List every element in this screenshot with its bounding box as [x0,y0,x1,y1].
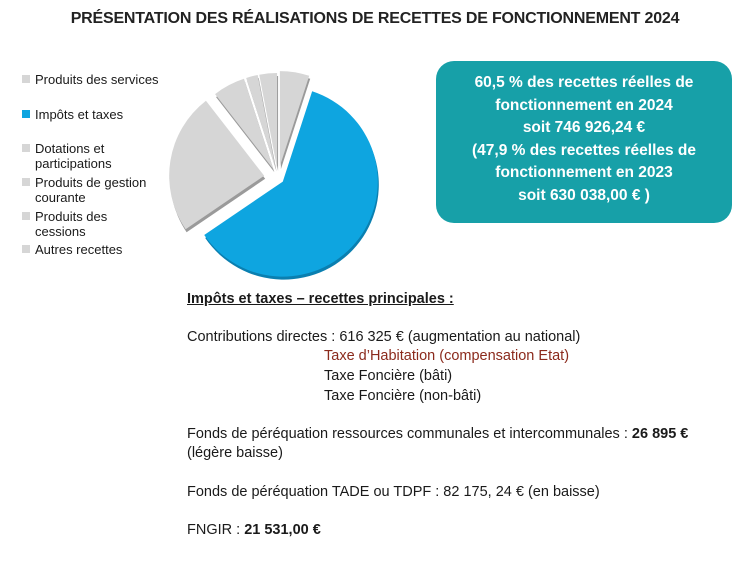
legend-label: Produits des services [35,72,159,87]
taxe-habitation: Taxe d’Habitation (compensation Etat) [324,348,570,364]
fonds-communaux-label: Fonds de péréquation ressources communales et intercommunales : [187,426,632,442]
legend-swatch [22,212,30,220]
legend-item [22,175,162,205]
contributions-directes: Contributions directes : 616 325 € (augmentation au national) [187,329,581,345]
legend-label: Dotations et participations [35,141,112,171]
highlight-box [436,61,732,223]
taxe-fonciere-bati: Taxe Foncière (bâti) [324,368,453,384]
fngir [187,522,321,538]
pie-chart [160,70,390,280]
fngir-label: FNGIR : [187,522,245,538]
highlight-line: (47,9 % des recettes réelles de [471,141,697,159]
fonds-communaux-note: (légère baisse) [187,445,283,461]
legend-swatch [22,110,30,118]
highlight-line: fonctionnement en 2023 [495,164,673,181]
legend-swatch [22,178,30,186]
fonds-communaux-value: 26 895 € [631,426,689,442]
taxe-fonciere-non-bati: Taxe Foncière (non-bâti) [324,388,482,404]
legend-label: Autres recettes [35,242,123,257]
legend-label: Produits de gestion courante [35,175,147,205]
legend-label: Impôts et taxes [35,107,124,122]
highlight-line: soit 746 926,24 € [522,119,646,136]
legend-item [22,72,159,87]
highlight-line: fonctionnement en 2024 [495,96,673,114]
legend-item [22,242,122,257]
legend-label: Produits des cessions [35,209,108,239]
page-title: PRÉSENTATION DES RÉALISATIONS DE RECETTES DE FONCTIONNEMENT 2024 [70,10,680,27]
legend-swatch [22,144,30,152]
fngir-value: 21 531,00 € [244,522,321,538]
legend-swatch [22,245,30,253]
details-heading: Impôts et taxes – recettes principales : [187,291,454,307]
fonds-tade: Fonds de péréquation TADE ou TDPF : 82 175, 24 € (en baisse) [187,484,600,500]
fonds-communaux [187,426,688,442]
legend-item [22,107,123,122]
legend-swatch [22,75,30,83]
legend-item [22,141,142,171]
highlight-line: 60,5 % des recettes réelles de [474,74,694,91]
highlight-line: soit 630 038,00 € ) [518,186,650,204]
legend-item [22,209,122,239]
